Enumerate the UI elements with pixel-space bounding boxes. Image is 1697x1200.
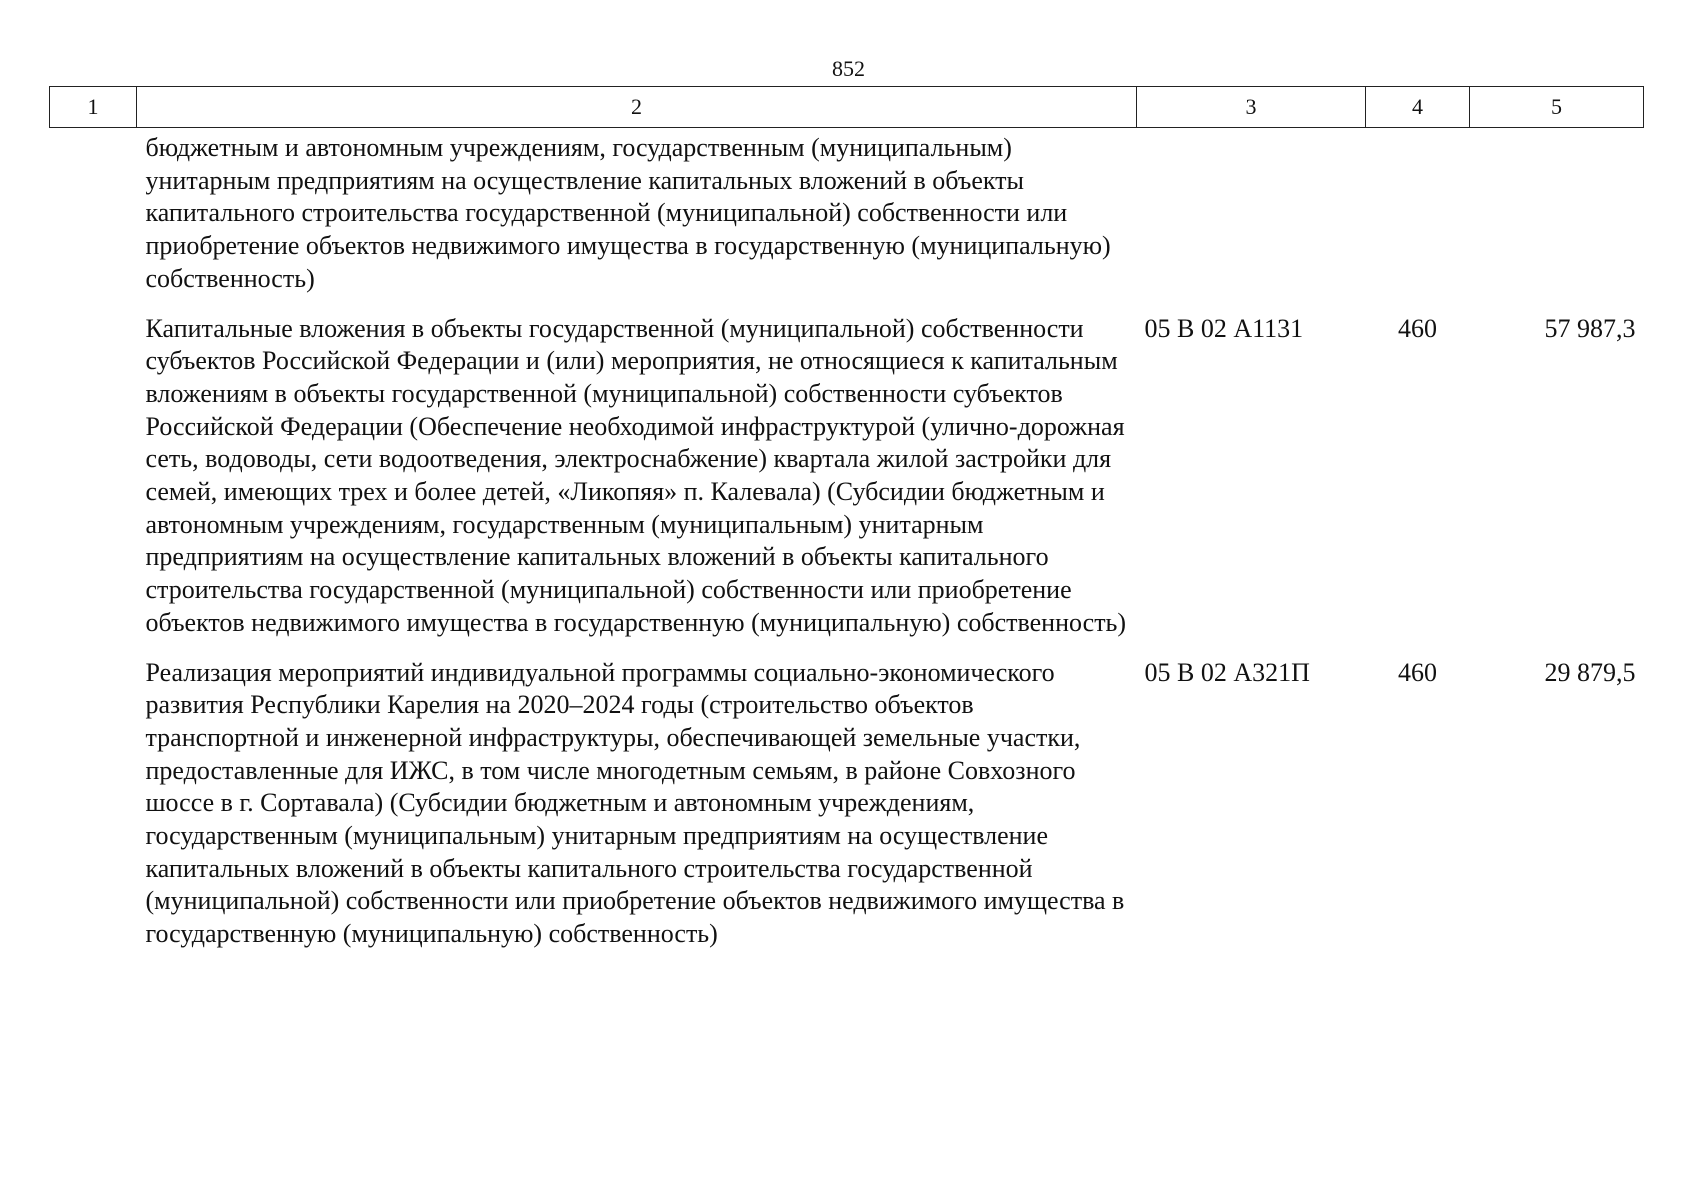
row-code: 05 В 02 А321П: [1144, 657, 1310, 687]
row-amount: [1470, 128, 1644, 307]
column-header-3: 3: [1137, 87, 1366, 128]
row-number-cell: [50, 307, 137, 651]
row-description: бюджетным и автономным учреждениям, государственным (муниципальным) унитарным предприятиям на осуществление капитальных вложений в объекты капитального строительства государственной (муниципальной) собственности или приобретение объектов недвижимого имущества в государственную (муниципальную) собственность): [145, 133, 1111, 293]
row-number-cell: [50, 651, 137, 962]
page-number: 852: [832, 56, 865, 81]
row-expense-type: 460: [1398, 313, 1437, 343]
budget-table: [49, 86, 1644, 962]
table-header-row: [50, 87, 1644, 128]
column-header-5: 5: [1470, 87, 1644, 128]
column-header-1: 1: [50, 87, 137, 128]
row-code: [1137, 128, 1366, 307]
row-description: Капитальные вложения в объекты государственной (муниципальной) собственности субъектов Российской Федерации и (или) мероприятия, не относящиеся к капитальным вложениям в объекты государственной (муниципальной) собственности субъектов Российской Федерации (Обеспечение необходимой инфраструктурой (улично-дорожная сеть, водоводы, сети водоотведения, электроснабжение) квартала жилой застройки для семей, имеющих трех и более детей, «Ликопяя» п. Калевала) (Субсидии бюджетным и автономным учреждениям, государственным (муниципальным) унитарным предприятиям на осуществление капитальных вложений в объекты капитального строительства государственной (муниципальной) собственности или приобретение объектов недвижимого имущества в государственную (муниципальную) собственность): [145, 313, 1127, 637]
table-row: [50, 128, 1644, 307]
row-amount: 57 987,3: [1544, 313, 1636, 343]
table-row: [50, 307, 1644, 651]
row-code: 05 В 02 А1131: [1144, 313, 1304, 343]
table-row: [50, 651, 1644, 962]
column-header-4: 4: [1366, 87, 1470, 128]
row-expense-type: 460: [1398, 657, 1437, 687]
row-amount: 29 879,5: [1544, 657, 1636, 687]
row-expense-type: [1366, 128, 1470, 307]
row-number-cell: [50, 128, 137, 307]
column-header-2: 2: [137, 87, 1137, 128]
row-description: Реализация мероприятий индивидуальной программы социально-экономического развития Республики Карелия на 2020–2024 годы (строительство объектов транспортной и инженерной инфраструктуры, обеспечивающей земельные участки, предоставленные для ИЖС, в том числе многодетным семьям, в районе Совхозного шоссе в г. Сортавала) (Субсидии бюджетным и автономным учреждениям, государственным (муниципальным) унитарным предприятиям на осуществление капитальных вложений в объекты капитального строительства государственной (муниципальной) собственности или приобретение объектов недвижимого имущества в государственную (муниципальную) собственность): [145, 657, 1125, 949]
